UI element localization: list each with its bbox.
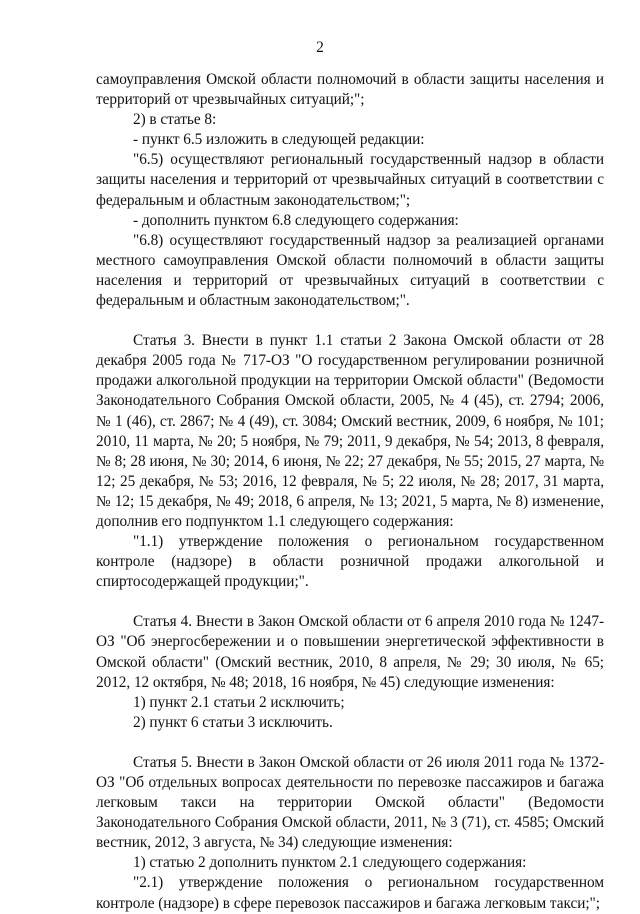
page-number: 2	[316, 39, 324, 56]
paragraph-spacer	[96, 592, 604, 612]
document-body	[96, 70, 604, 914]
paragraph-item-6-5-instruction: - пункт 6.5 изложить в следующей редакции:	[133, 131, 425, 149]
paragraph-item-6-8-text: "6.8) осуществляют государственный надзор за реализацией органами местного самоуправления Омской области полномочий в области защиты населения и территорий от чрезвычайных ситуаций в соответствии с федеральным и областным законодательством;".	[96, 231, 604, 310]
paragraph-article-4-item-1: 1) пункт 2.1 статьи 2 исключить;	[133, 693, 345, 711]
paragraph-spacer	[96, 311, 604, 331]
paragraph-spacer	[96, 733, 604, 753]
paragraph-article-4: Статья 4. Внести в Закон Омской области от 6 апреля 2010 года № 1247-ОЗ "Об энергосбережении и о повышении энергетической эффективности в Омской области" (Омский вестник, 2010, 8 апреля, № 29; 30 июля, № 65; 2012, 12 октября, № 48; 2018, 16 ноября, № 45) следующие изменения:	[96, 613, 604, 691]
paragraph-article-5-item-2-1: "2.1) утверждение положения о региональном государственном контроле (надзоре) в сфере перевозок пассажиров и багажа легковым такси;";	[96, 874, 604, 912]
paragraph-article-3-item-1-1: "1.1) утверждение положения о региональном государственном контроле (надзоре) в области розничной продажи алкогольной и спиртосодержащей продукции;".	[96, 533, 604, 591]
paragraph-article-5-item-1: 1) статью 2 дополнить пунктом 2.1 следующего содержания:	[133, 854, 527, 872]
paragraph-article-5: Статья 5. Внести в Закон Омской области от 26 июля 2011 года № 1372-ОЗ "Об отдельных вопросах деятельности по перевозке пассажиров и багажа легковым такси на территории Омской области" (Ведомости Законодательного Собрания Омской области, 2011, № 3 (71), ст. 4585; Омский вестник, 2012, 3 августа, № 34) следующие изменения:	[96, 753, 604, 852]
paragraph-item-6-5-text: "6.5) осуществляют региональный государственный надзор в области защиты населения и территорий от чрезвычайных ситуаций в соответствии с федеральным и областным законодательством;";	[96, 151, 604, 209]
paragraph-item-6-8-instruction: - дополнить пунктом 6.8 следующего содержания:	[133, 211, 459, 229]
paragraph-article8-heading: 2) в статье 8:	[133, 111, 217, 129]
paragraph-continuation: самоуправления Омской области полномочий в области защиты населения и территорий от чрезвычайных ситуаций;";	[96, 71, 604, 109]
paragraph-article-4-item-2: 2) пункт 6 статьи 3 исключить.	[133, 713, 333, 731]
paragraph-article-3: Статья 3. Внести в пункт 1.1 статьи 2 Закона Омской области от 28 декабря 2005 года № 717-ОЗ "О государственном регулировании розничной продажи алкогольной продукции на территории Омской области" (Ведомости Законодательного Собрания Омской области, 2005, № 4 (45), ст. 2794; 2006, № 1 (46), ст. 2867; № 4 (49), ст. 3084; Омский вестник, 2009, 6 ноября, № 101; 2010, 11 марта, № 20; 5 ноября, № 79; 2011, 9 декабря, № 54; 2013, 8 февраля, № 8; 28 июня, № 30; 2014, 6 июня, № 22; 27 декабря, № 55; 2015, 27 марта, № 12; 25 декабря, № 53; 2016, 12 февраля, № 5; 22 июля, № 28; 2017, 31 марта, № 12; 15 декабря, № 49; 2018, 6 апреля, № 13; 2021, 5 марта, № 8) изменение, дополнив его подпунктом 1.1 следующего содержания:	[96, 332, 604, 530]
